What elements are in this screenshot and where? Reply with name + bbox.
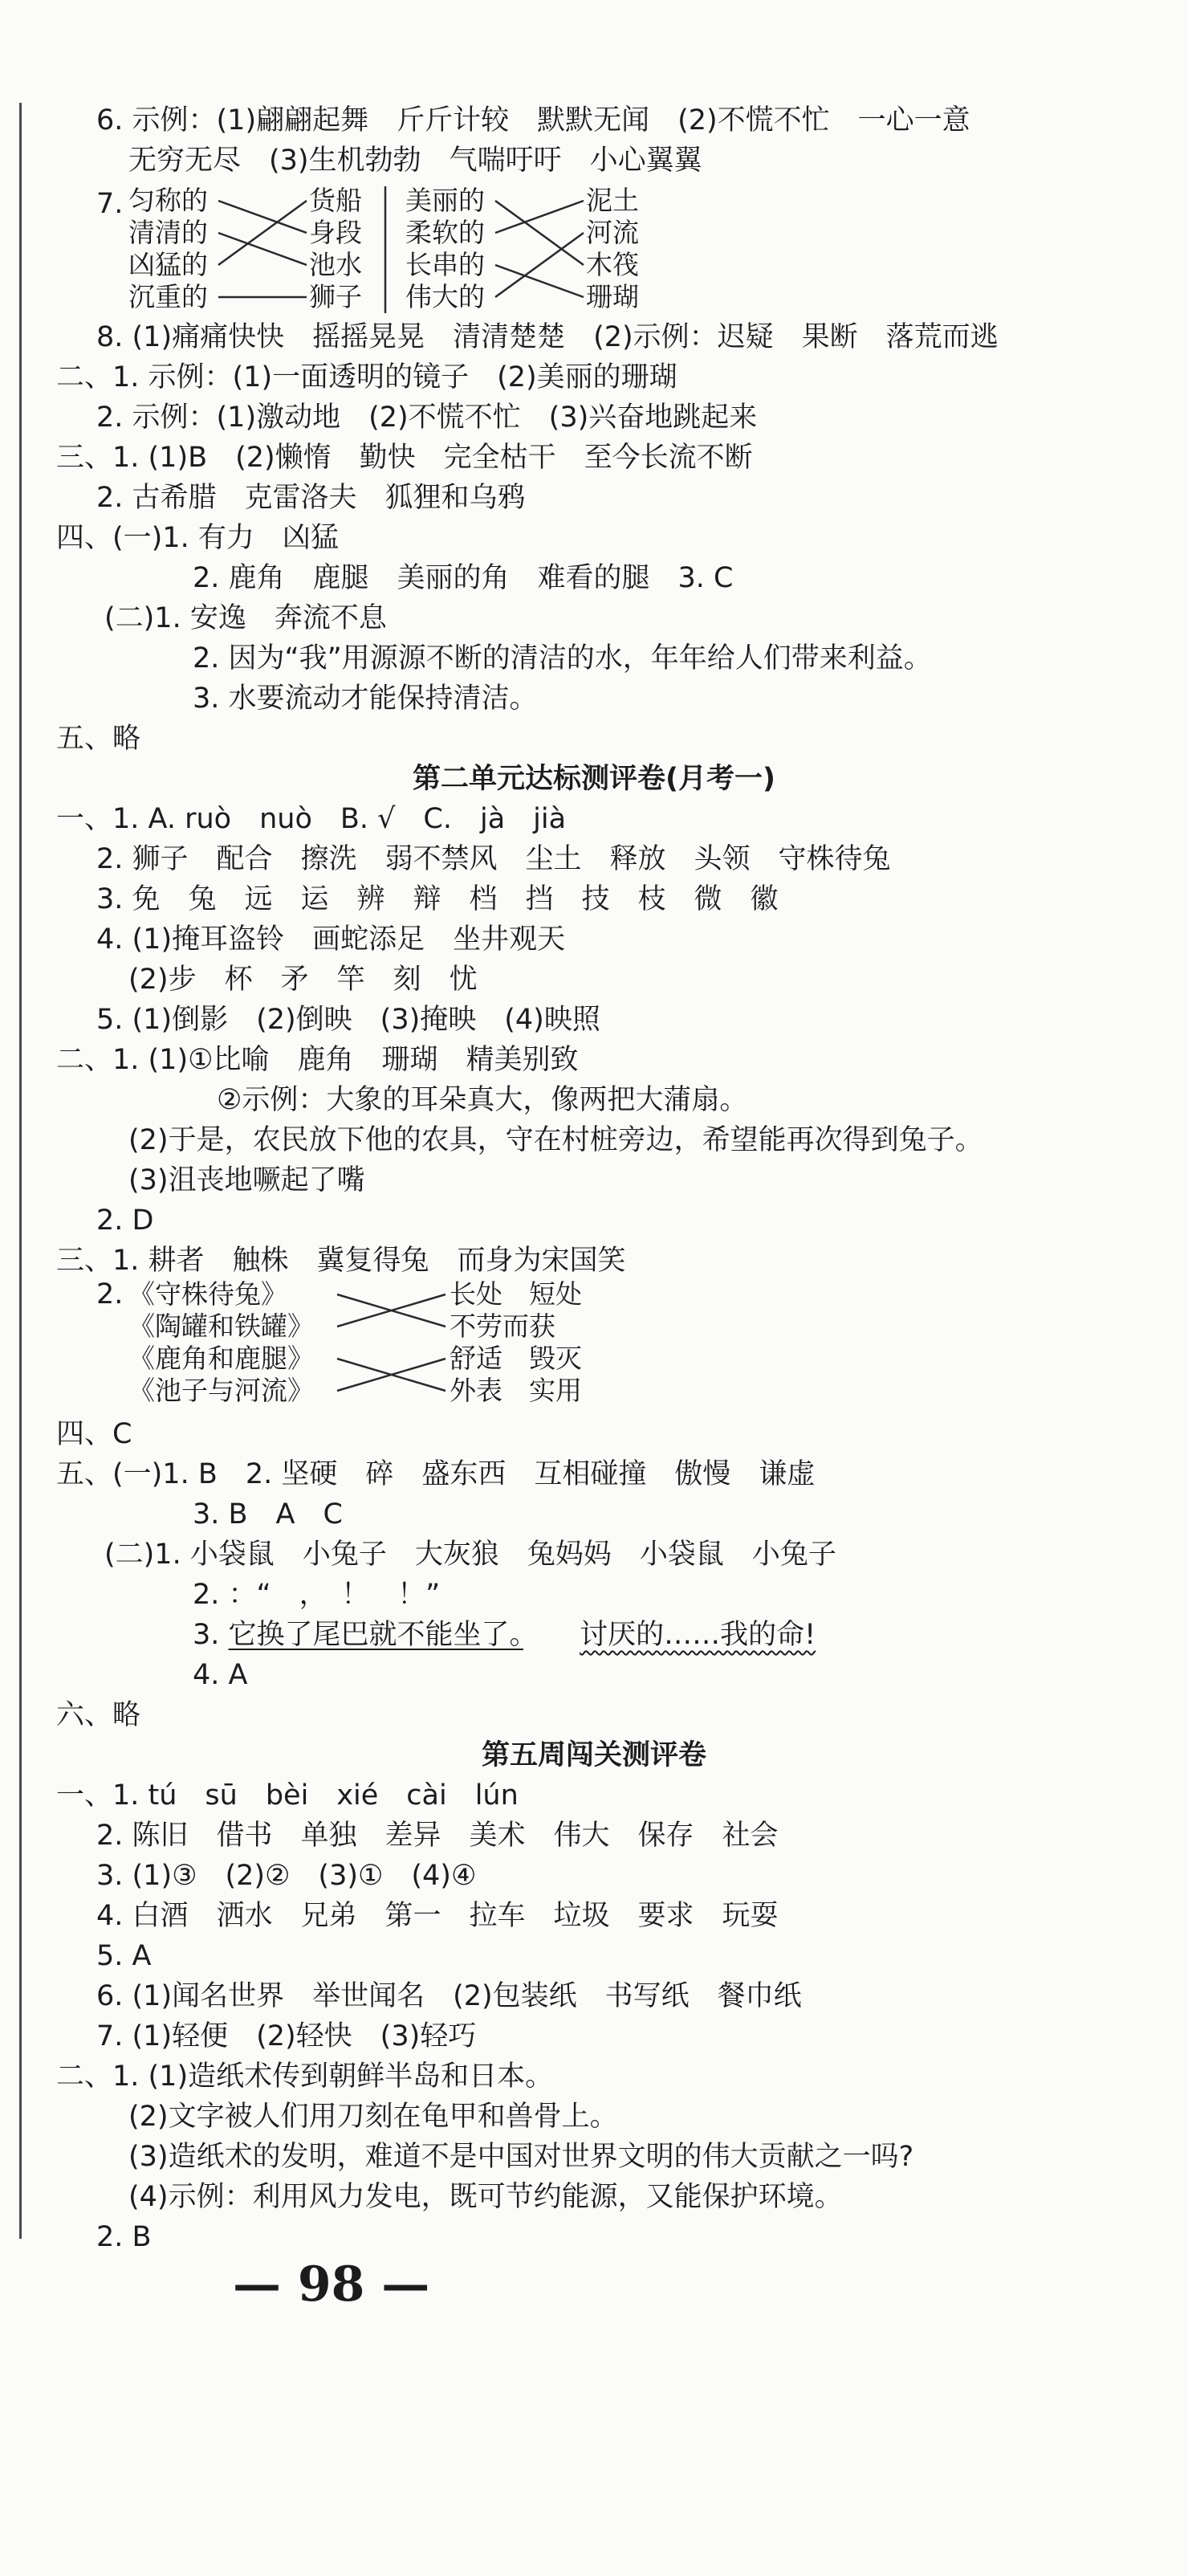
answer-line: 2. ：“ ， ！ ！” [193, 1579, 441, 1611]
q7-right-noun-3: 珊瑚 [586, 281, 639, 312]
q2-left-3: 《池子与河流》 [128, 1375, 314, 1406]
q7-right-noun-0: 泥土 [586, 185, 639, 216]
answer-line: 5. (1)倒影 (2)倒映 (3)掩映 (4)映照 [96, 1004, 600, 1036]
answer-line: (二)1. 安逸 奔流不息 [104, 602, 387, 634]
answer-line: 二、1. 示例：(1)一面透明的镜子 (2)美丽的珊瑚 [56, 361, 677, 393]
answer-line: 3. (1)③ (2)② (3)① (4)④ [96, 1860, 477, 1892]
q7-line-7 [495, 265, 584, 297]
q7-left-noun-2: 池水 [309, 249, 362, 280]
answer-line: 四、(一)1. 有力 凶猛 [56, 522, 339, 554]
answer-line: (2)文字被人们用刀刻在龟甲和兽骨上。 [128, 2101, 618, 2133]
answer-line: 二、1. (1)①比喻 鹿角 珊瑚 精美别致 [56, 1044, 579, 1076]
answer-line: 2. 因为“我”用源源不断的清洁的水，年年给人们带来利益。 [193, 642, 932, 675]
answer-line: (2)步 杯 矛 竿 刻 忧 [128, 964, 478, 996]
q2-right-1: 不劳而获 [450, 1310, 555, 1342]
answer-line: 2. 古希腊 克雷洛夫 狐狸和乌鸦 [96, 482, 526, 514]
q7-right-adj-3: 伟大的 [405, 281, 485, 312]
q3-underlined-text: 它换了尾巴就不能坐了。 [228, 1619, 524, 1651]
answer-line: 五、(一)1. B 2. 坚硬 碎 盛东西 互相碰撞 傲慢 谦虚 [56, 1458, 816, 1490]
answer-line: 2. 鹿角 鹿腿 美丽的角 难看的腿 3. C [193, 562, 734, 594]
answer-line: 2. 狮子 配合 擦洗 弱不禁风 尘土 释放 头领 守株待兔 [96, 843, 891, 875]
q3-wavy-text: 讨厌的……我的命! [580, 1619, 816, 1651]
answer-line: 5. A [96, 1940, 152, 1972]
answer-line: 无穷无尽 (3)生机勃勃 气喘吁吁 小心翼翼 [128, 145, 702, 177]
answer-line: 三、1. 耕者 触株 冀复得兔 而身为宋国笑 [56, 1245, 626, 1277]
answer-line: (二)1. 小袋鼠 小兔子 大灰狼 兔妈妈 小袋鼠 小兔子 [104, 1539, 836, 1571]
answer-line: 2. 示例：(1)激动地 (2)不慌不忙 (3)兴奋地跳起来 [96, 401, 758, 434]
answer-line: (2)于是，农民放下他的农具，守在村桩旁边，希望能再次得到兔子。 [128, 1124, 983, 1156]
q7-right-adj-1: 柔软的 [405, 217, 485, 248]
answer-line: (3)沮丧地噘起了嘴 [128, 1164, 365, 1196]
answer-line: (3)造纸术的发明，难道不是中国对世界文明的伟大贡献之一吗? [128, 2141, 914, 2173]
answer-line: 4. 白酒 洒水 兄弟 第一 拉车 垃圾 要求 玩耍 [96, 1900, 779, 1932]
q2-right-2: 舒适 毁灭 [450, 1343, 582, 1374]
q7-line-5 [495, 201, 584, 265]
answer-line: 三、1. (1)B (2)懒惰 勤快 完全枯干 至今长流不断 [56, 442, 753, 474]
q7-line-1 [218, 201, 307, 233]
q7-line-6 [495, 201, 584, 233]
answer-line: 四、C [56, 1418, 132, 1450]
q2-label: 2. [96, 1278, 124, 1310]
answer-line: 六、略 [56, 1699, 141, 1731]
section-title: 第二单元达标测评卷(月考一) [413, 763, 775, 795]
q3-prefix: 3. [193, 1619, 229, 1651]
q7-right-noun-2: 木筏 [586, 249, 639, 280]
answer-line: 2. 陈旧 借书 单独 差异 美术 伟大 保存 社会 [96, 1820, 779, 1852]
q7-left-adj-1: 清清的 [128, 217, 208, 248]
q2-left-1: 《陶罐和铁罐》 [128, 1310, 314, 1342]
page-number: — 98 — [233, 2256, 430, 2313]
answer-line: 3. 免 兔 远 运 辨 辩 档 挡 技 枝 微 徽 [96, 883, 779, 915]
q2-right-0: 长处 短处 [450, 1278, 582, 1310]
section-title: 第五周闯关测评卷 [481, 1739, 706, 1771]
answer-line: 8. (1)痛痛快快 摇摇晃晃 清清楚楚 (2)示例：迟疑 果断 落荒而逃 [96, 321, 999, 353]
answer-line: 7. (1)轻便 (2)轻快 (3)轻巧 [96, 2020, 477, 2052]
answer-line: 2. B [96, 2221, 152, 2253]
answer-line: 6. (1)闻名世界 举世闻名 (2)包装纸 书写纸 餐巾纸 [96, 1980, 802, 2012]
q2-left-2: 《鹿角和鹿腿》 [128, 1343, 314, 1374]
q7-left-adj-2: 凶猛的 [128, 249, 208, 280]
q7-left-noun-1: 身段 [309, 217, 362, 248]
answer-line: 二、1. (1)造纸术传到朝鲜半岛和日本。 [56, 2060, 554, 2093]
answer-line: (4)示例：利用风力发电，既可节约能源，又能保护环境。 [128, 2181, 843, 2213]
q7-right-noun-1: 河流 [586, 217, 639, 248]
q7-line-3 [218, 201, 307, 265]
q7-left-noun-3: 狮子 [309, 281, 362, 312]
q7-right-adj-0: 美丽的 [405, 185, 485, 216]
answer-line: 3. 水要流动才能保持清洁。 [193, 683, 538, 715]
answer-line: 一、1. A. ruò nuò B. √ C. jà jià [56, 803, 567, 835]
q7-left-noun-0: 货船 [309, 185, 362, 216]
q2-right-3: 外表 实用 [450, 1375, 582, 1406]
q7-label: 7. [96, 188, 124, 220]
answer-line: ②示例：大象的耳朵真大，像两把大蒲扇。 [217, 1084, 748, 1116]
answer-line: 6. 示例：(1)翩翩起舞 斤斤计较 默默无闻 (2)不慌不忙 一心一意 [96, 104, 970, 137]
q2-left-0: 《守株待兔》 [128, 1278, 287, 1310]
q7-line-8 [495, 233, 584, 297]
q7-left-adj-0: 匀称的 [128, 185, 208, 216]
answer-line: 4. A [193, 1659, 248, 1691]
answer-line: 4. (1)掩耳盗铃 画蛇添足 坐井观天 [96, 923, 566, 956]
answer-line: 五、略 [56, 723, 141, 755]
answer-line: 2. D [96, 1204, 154, 1237]
answer-line: 一、1. tú sū bèi xié cài lún [56, 1779, 519, 1812]
q7-left-adj-3: 沉重的 [128, 281, 208, 312]
answer-line: 3. B A C [193, 1498, 343, 1531]
q7-line-2 [218, 233, 307, 265]
q7-right-adj-2: 长串的 [405, 249, 485, 280]
